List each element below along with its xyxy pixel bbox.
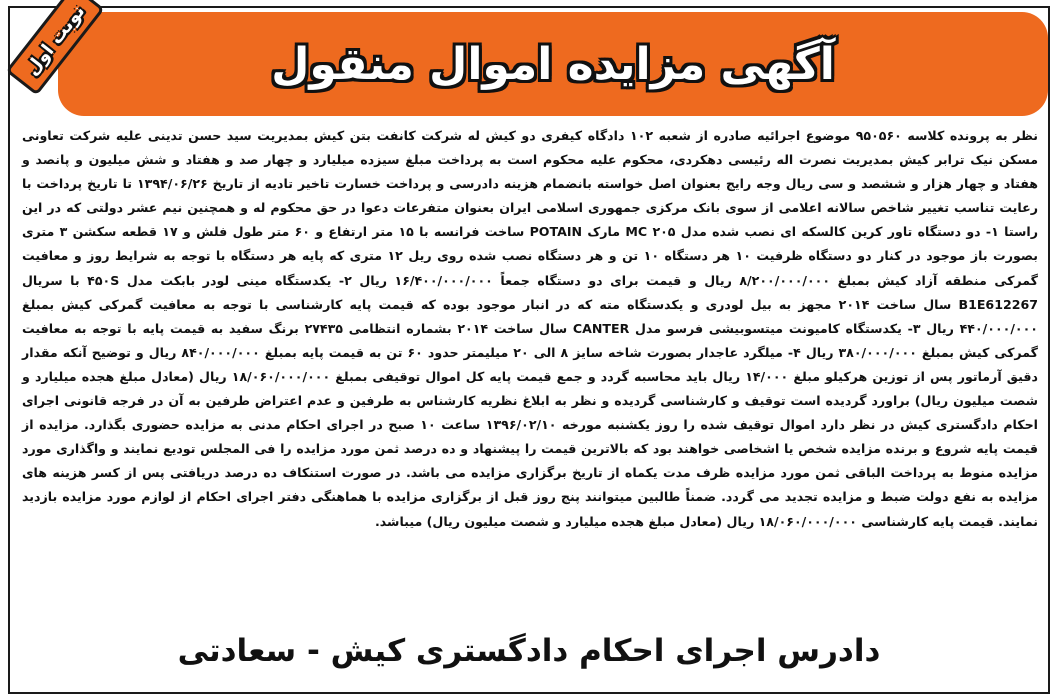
badge-label: نوبت اول xyxy=(21,0,89,80)
notice-body xyxy=(22,124,1038,534)
notice-paragraph: نظر به پرونده کلاسه ۹۵۰۵۶۰ موضوع اجرائیه صادره از شعبه ۱۰۲ دادگاه کیفری دو کیش له شرکت کانفت بتن کیش بمدیریت سید حسن تدینی علیه شرکت تعاونی مسکن نیک ترابر کیش بمدیریت نصرت اله رئیسی دهکردی، محکوم علیه محکوم است به پرداخت مبلغ سیزده میلیارد و چهار صد و هفتاد و شش میلیون و پانصد و هفتاد و چهار هزار و ششصد و سی ریال وجه رایج بعنوان اصل خواسته بانضمام هزینه دادرسی و پرداخت خسارت تاخیر تادیه از تاریخ ۱۳۹۴/۰۶/۲۶ تا تاریخ پرداخت با رعایت تناسب تغییر شاخص سالانه اعلامی از سوی بانک مرکزی جمهوری اسلامی ایران بعنوان متفرعات دعوا در حق محکوم له و همچنین نیم عشر دولتی که در این راستا ۱- دو دستگاه تاور کرین کالسکه ای نصب شده مدل ۲۰۵ MC مارک POTAIN ساخت فرانسه با ۱۵ متر ارتفاع و ۶۰ متر طول فلش و ۱۷ قطعه سکشن ۳ متری بصورت باز موجود در کنار دو دستگاه ظرفیت ۱۰ هر دستگاه ۱۰ تن و هر دستگاه نصب شده روی ریل ۱۲ متری که پایه هر دستگاه با توجه به شرایط روز و معافیت گمرکی منطقه آزاد کیش بمبلغ ۸/۲۰۰/۰۰۰/۰۰۰ ریال و قیمت برای دو دستگاه جمعاً ۱۶/۴۰۰/۰۰۰/۰۰۰ ریال ۲- یکدستگاه مینی لودر بابکت مدل ۴۵۰S با سریال B1E612267 سال ساخت ۲۰۱۴ مجهز به بیل لودری و یکدستگاه مته که در انبار موجود بوده که قیمت پایه کارشناسی با توجه به معافیت گمرکی کیش بمبلغ ۴۴۰/۰۰۰/۰۰۰ ریال ۳- یکدستگاه کامیونت میتسوبیشی فرسو مدل CANTER سال ساخت ۲۰۱۴ بشماره انتظامی ۲۷۴۳۵ برنگ سفید به قیمت پایه با توجه به معافیت گمرکی کیش بمبلغ ۳۸۰/۰۰۰/۰۰۰ ریال ۴- میلگرد عاجدار بصورت شاخه سایز ۸ الی ۲۰ میلیمتر حدود ۶۰ تن به قیمت پایه بمبلغ ۸۴۰/۰۰۰/۰۰۰ ریال و توضیح آنکه مقدار دقیق آرماتور پس از توزین هرکیلو مبلغ ۱۴/۰۰۰ ریال باید محاسبه گردد و جمع قیمت پایه کل اموال توقیفی بمبلغ ۱۸/۰۶۰/۰۰۰/۰۰۰ ریال (معادل مبلغ هجده میلیارد و شصت میلیون ریال) براورد گردیده است توقیف و کارشناسی گردیده و نظر به ابلاغ نظریه کارشناس به طرفین و عدم اعتراض طرفین به آن در فرجه قانونی اجرای احکام دادگستری کیش در نظر دارد اموال توقیف شده را روز یکشنبه مورخه ۱۳۹۶/۰۲/۱۰ ساعت ۱۰ صبح در اجرای احکام مدنی به مزایده حضوری بگذارد. مزایده از قیمت پایه شروع و برنده مزایده شخص یا اشخاصی خواهند بود که بالاترین قیمت را پیشنهاد و ده درصد ثمن مورد مزایده را فی المجلس تودیع نمایند و واگذاری مورد مزایده منوط به پرداخت الباقی ثمن مورد مزایده ظرف مدت یکماه از تاریخ برگزاری مزایده می باشد. در صورت استنکاف ده درصد دریافتی پس از کسر هزینه های مزایده به نفع دولت ضبط و مزایده تجدید می گردد. ضمناً طالبین میتوانند پنج روز قبل از برگزاری مزایده با هماهنگی دفتر اجرای احکام از لوازم مورد مزایده بازدید نمایند. قیمت پایه کارشناسی ۱۸/۰۶۰/۰۰۰/۰۰۰ ریال (معادل مبلغ هجده میلیارد و شصت میلیون ریال) میباشد. xyxy=(22,128,1039,529)
notice-title: آگهی مزایده اموال منقول xyxy=(271,38,835,90)
title-banner xyxy=(58,12,1048,116)
signature-line xyxy=(20,616,1038,686)
signature-text: دادرس اجرای احکام دادگستری کیش - سعادتی xyxy=(177,633,881,669)
